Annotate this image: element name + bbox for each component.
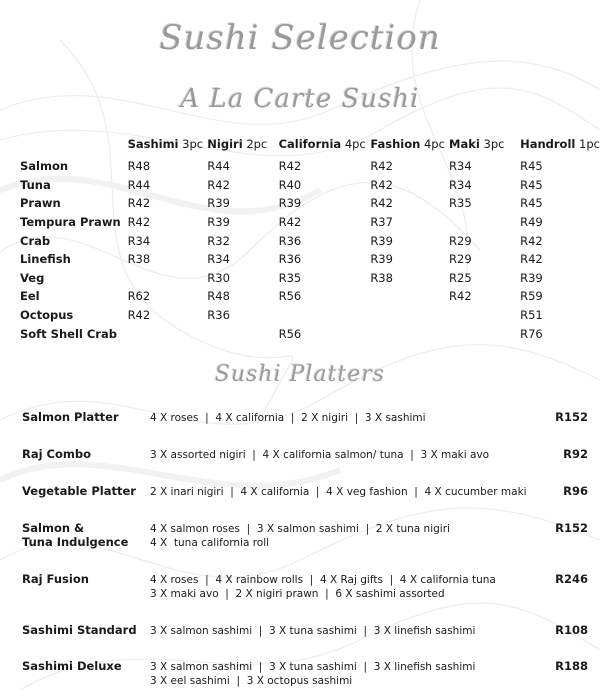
platter-name-line: Raj Combo (22, 447, 92, 461)
item-price: R38 (370, 270, 393, 285)
platter-description-line: 4 X roses | 4 X rainbow rolls | 4 X Raj gifts | 4 X california tuna (150, 574, 496, 586)
header-blank (20, 137, 128, 157)
item-price: R62 (127, 289, 151, 304)
item-name: Octopus (20, 308, 74, 323)
item-price (370, 324, 449, 343)
item-price (370, 287, 449, 306)
platters-heading: Sushi Platters (214, 362, 386, 387)
platter-description-line: 4 X salmon roses | 3 X salmon sashimi | 2 X tuna nigiri (150, 523, 450, 535)
item-price: R36 (207, 308, 230, 323)
item-price: R42 (520, 252, 543, 267)
item-price: R76 (520, 326, 543, 341)
item-price: R42 (207, 177, 230, 192)
item-price: R39 (370, 252, 393, 267)
platter-name-line: Vegetable Platter (22, 484, 136, 498)
item-price: R59 (520, 289, 543, 304)
item-price: R39 (207, 215, 230, 230)
platter-description (150, 485, 540, 499)
platter-description (150, 660, 540, 688)
platter-price: R246 (555, 572, 588, 586)
platter-description (150, 448, 540, 462)
column-header-handroll: Handroll 1pc (520, 137, 600, 151)
a-la-carte-table (20, 137, 600, 343)
item-price: R37 (370, 215, 393, 230)
platter-description-line: 4 X tuna california roll (150, 537, 270, 549)
item-price: R29 (449, 252, 472, 267)
item-price: R39 (207, 196, 230, 211)
platter-description-line: 3 X salmon sashimi | 3 X tuna sashimi | 3 X linefish sashimi (150, 661, 476, 673)
platter-name (22, 447, 150, 461)
item-price (128, 269, 208, 288)
item-price: R48 (207, 289, 230, 304)
item-price (449, 306, 520, 325)
item-price: R34 (449, 159, 472, 174)
item-price: R38 (127, 252, 151, 267)
platter-price: R152 (555, 410, 588, 424)
a-la-carte-row (20, 306, 600, 325)
item-price: R48 (127, 159, 151, 174)
item-price: R42 (127, 196, 151, 211)
item-price: R44 (207, 159, 230, 174)
item-price: R32 (207, 233, 230, 248)
item-price: R42 (449, 289, 472, 304)
platter-description (150, 411, 540, 425)
item-price (207, 324, 278, 343)
item-price: R42 (370, 177, 393, 192)
item-price: R34 (207, 252, 230, 267)
platter-description-line: 3 X eel sashimi | 3 X octopus sashimi (150, 675, 353, 687)
platter-price: R96 (563, 484, 588, 498)
item-price: R45 (520, 159, 543, 174)
item-name: Eel (20, 289, 40, 304)
platter-name-line: Tuna Indulgence (22, 535, 129, 549)
a-la-carte-row (20, 213, 600, 232)
item-price: R56 (278, 326, 302, 341)
item-price: R36 (278, 252, 302, 267)
platter-name-line: Sashimi Standard (22, 623, 137, 637)
item-price: R42 (278, 215, 302, 230)
item-price: R34 (127, 233, 151, 248)
item-price (449, 324, 520, 343)
platter-price: R92 (563, 447, 588, 461)
item-name: Tempura Prawn (20, 215, 121, 230)
a-la-carte-header-row (20, 137, 600, 157)
item-price: R42 (370, 159, 393, 174)
platter-description-line: 3 X salmon sashimi | 3 X tuna sashimi | 3 X linefish sashimi (150, 625, 476, 637)
platter-description-line: 3 X maki avo | 2 X nigiri prawn | 6 X sashimi assorted (150, 588, 445, 600)
a-la-carte-heading: A La Carte Sushi (180, 84, 420, 114)
item-price: R35 (278, 270, 302, 285)
a-la-carte-row (20, 231, 600, 250)
item-price: R39 (370, 233, 393, 248)
platter-price: R108 (555, 623, 588, 637)
platter-name (22, 484, 150, 498)
item-price: R44 (127, 177, 151, 192)
platter-price: R152 (555, 521, 588, 535)
column-header-fashion: Fashion 4pc (370, 137, 445, 151)
a-la-carte-row (20, 269, 600, 288)
item-price (128, 324, 208, 343)
item-price: R49 (520, 215, 543, 230)
item-price: R40 (278, 177, 302, 192)
item-price: R25 (449, 270, 472, 285)
item-price (279, 306, 371, 325)
platter-description-line: 3 X assorted nigiri | 4 X california salmon/ tuna | 3 X maki avo (150, 449, 490, 461)
item-name: Linefish (20, 252, 71, 267)
platter-description (150, 522, 540, 550)
platter-name (22, 623, 150, 637)
item-name: Tuna (20, 177, 51, 192)
platter-description (150, 573, 540, 601)
item-name: Prawn (20, 196, 61, 211)
item-price: R42 (520, 233, 543, 248)
a-la-carte-row (20, 157, 600, 176)
item-price: R42 (127, 215, 151, 230)
item-name: Salmon (20, 159, 69, 174)
platter-name-line: Salmon & (22, 521, 85, 535)
a-la-carte-row (20, 176, 600, 195)
a-la-carte-row (20, 250, 600, 269)
platter-name (22, 659, 150, 673)
item-price: R39 (520, 270, 543, 285)
a-la-carte-row (20, 324, 600, 343)
platter-name (22, 521, 150, 549)
platter-description-line: 2 X inari nigiri | 4 X california | 4 X veg fashion | 4 X cucumber maki (150, 486, 527, 498)
item-price (370, 306, 449, 325)
platter-name-line: Raj Fusion (22, 572, 89, 586)
column-header-sashimi: Sashimi 3pc (127, 137, 204, 151)
a-la-carte-row (20, 194, 600, 213)
item-price: R39 (278, 196, 302, 211)
item-name: Veg (20, 270, 45, 285)
item-price: R29 (449, 233, 472, 248)
a-la-carte-row (20, 287, 600, 306)
item-price: R51 (520, 308, 543, 323)
column-header-california: California 4pc (278, 137, 366, 151)
platter-price: R188 (555, 659, 588, 673)
column-header-nigiri: Nigiri 2pc (207, 137, 268, 151)
column-header-maki: Maki 3pc (449, 137, 505, 151)
platter-name-line: Salmon Platter (22, 410, 119, 424)
item-price: R30 (207, 270, 230, 285)
a-la-carte-body (20, 157, 600, 343)
item-price (449, 213, 520, 232)
item-name: Crab (20, 233, 51, 248)
item-price: R42 (370, 196, 393, 211)
item-price: R35 (449, 196, 472, 211)
item-price: R42 (278, 159, 302, 174)
item-price: R42 (127, 308, 151, 323)
item-price: R56 (278, 289, 302, 304)
item-price: R36 (278, 233, 302, 248)
platter-description-line: 4 X roses | 4 X california | 2 X nigiri | 3 X sashimi (150, 412, 426, 424)
item-price: R45 (520, 196, 543, 211)
item-price: R45 (520, 177, 543, 192)
item-name: Soft Shell Crab (20, 326, 117, 341)
item-price: R34 (449, 177, 472, 192)
platter-description (150, 624, 540, 638)
platter-name (22, 572, 150, 586)
platter-name (22, 410, 150, 424)
menu-title: Sushi Selection (159, 18, 441, 58)
platter-name-line: Sashimi Deluxe (22, 659, 122, 673)
